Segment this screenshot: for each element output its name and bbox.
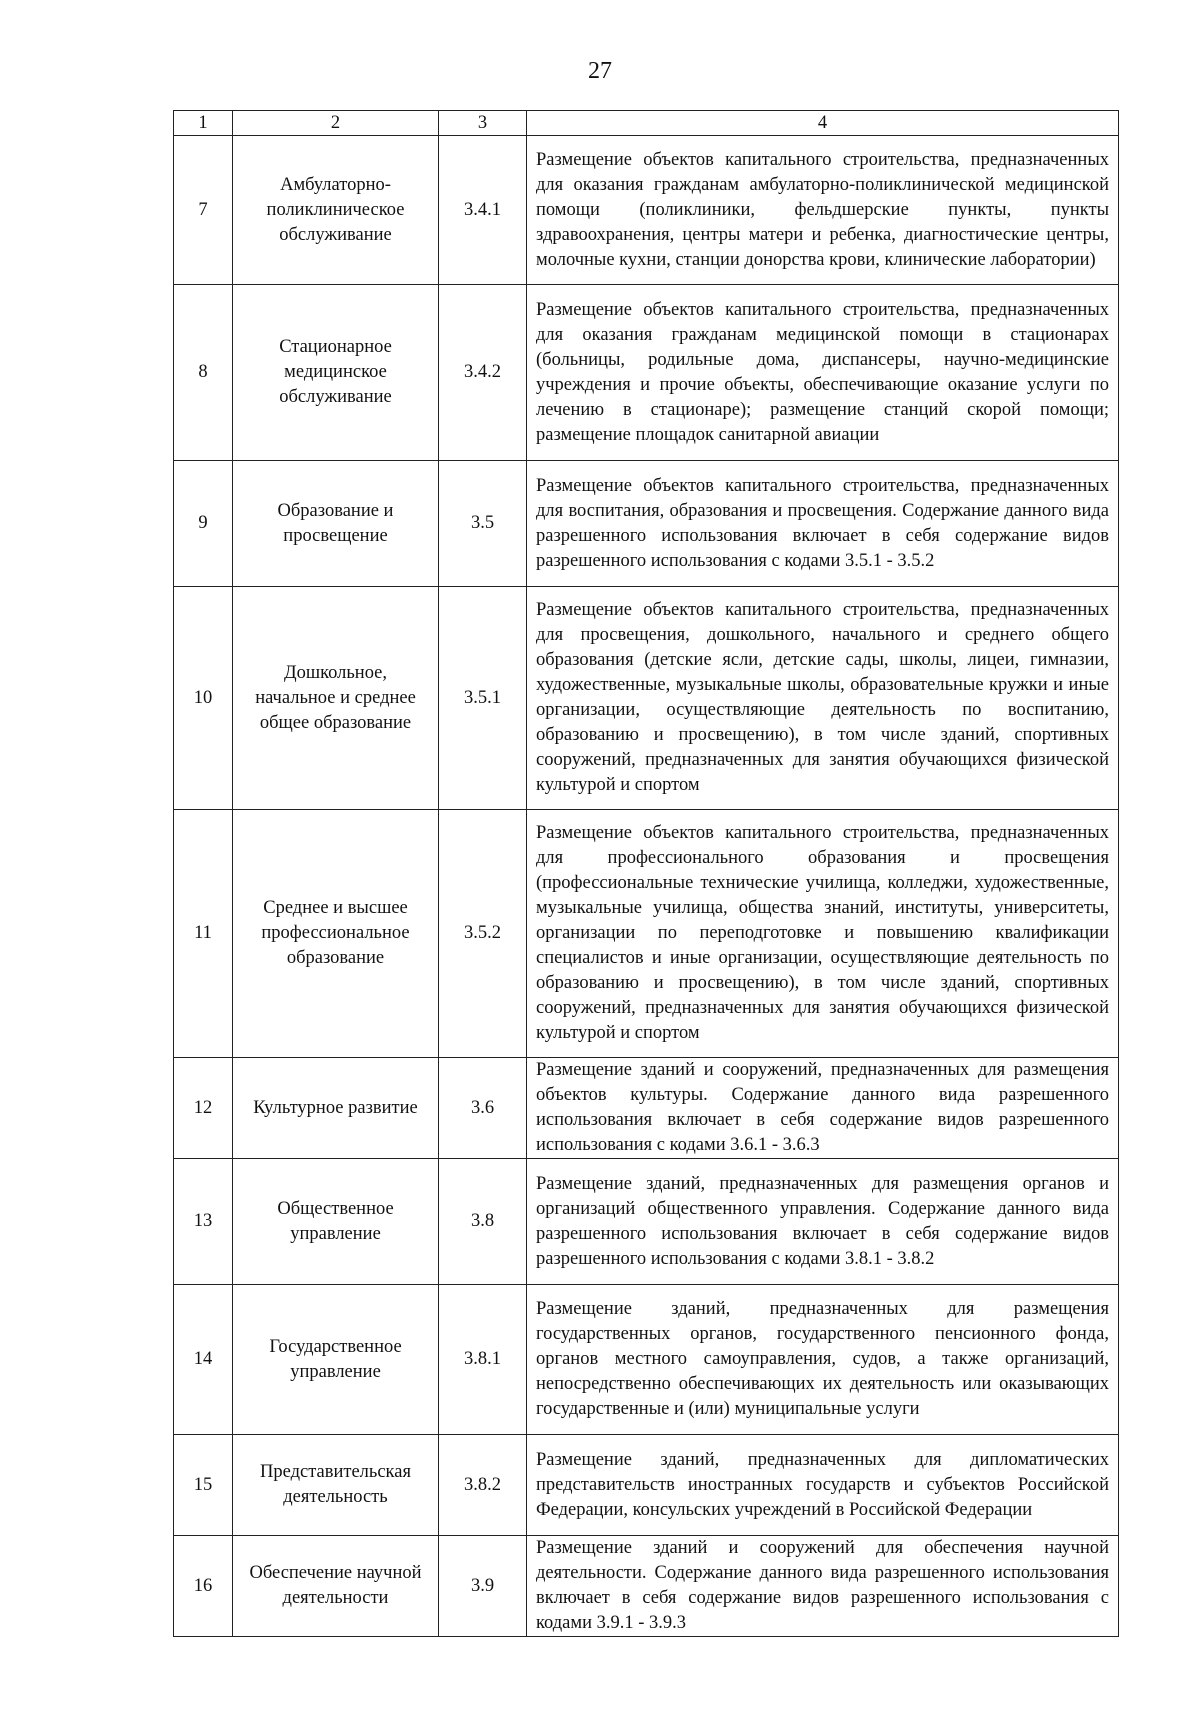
table-row: [174, 136, 1119, 285]
land-use-name: Дошкольное, начальное и среднее общее образование: [233, 587, 439, 810]
header-col-4: 4: [527, 111, 1119, 136]
row-number: 14: [174, 1285, 233, 1435]
table-row: [174, 587, 1119, 810]
table-row: [174, 1285, 1119, 1435]
row-number: 11: [174, 810, 233, 1058]
table-row: [174, 810, 1119, 1058]
row-number: 7: [174, 136, 233, 285]
page-number: 27: [588, 58, 612, 84]
land-use-name: Культурное развитие: [233, 1058, 439, 1159]
land-use-code: 3.8.1: [439, 1285, 527, 1435]
land-use-code: 3.9: [439, 1536, 527, 1637]
land-use-name: Обеспечение научной деятельности: [233, 1536, 439, 1637]
table-row: [174, 1536, 1119, 1637]
land-use-name: Амбулаторно-поликлиническое обслуживание: [233, 136, 439, 285]
row-number: 16: [174, 1536, 233, 1637]
land-use-name: Представительская деятельность: [233, 1435, 439, 1536]
row-number: 13: [174, 1159, 233, 1285]
header-col-3: 3: [439, 111, 527, 136]
table-header: [174, 111, 1119, 136]
land-use-code: 3.5.2: [439, 810, 527, 1058]
land-use-name: Государственное управление: [233, 1285, 439, 1435]
land-use-table: [173, 110, 1119, 1637]
land-use-description: Размещение объектов капитального строительства, предназначенных для просвещения, дошкольного, начального и среднего общего образования (детские ясли, детские сады, школы, лицеи, гимназии, художественные, музыкальные школы, образовательные кружки и иные организации, осуществляющие деятельность по воспитанию, образованию и просвещению), в том числе зданий, спортивных сооружений, предназначенных для занятия обучающихся физической культурой и спортом: [527, 587, 1119, 810]
land-use-name: Общественное управление: [233, 1159, 439, 1285]
table-row: [174, 461, 1119, 587]
land-use-description: Размещение зданий и сооружений для обеспечения научной деятельности. Содержание данного вида разрешенного использования включает в себя содержание видов разрешенного использования с кодами 3.9.1 - 3.9.3: [527, 1536, 1119, 1637]
land-use-code: 3.8.2: [439, 1435, 527, 1536]
table-row: [174, 285, 1119, 461]
row-number: 15: [174, 1435, 233, 1536]
land-use-name: Стационарное медицинское обслуживание: [233, 285, 439, 461]
land-use-description: Размещение объектов капитального строительства, предназначенных для оказания гражданам медицинской помощи в стационарах (больницы, родильные дома, диспансеры, научно-медицинские учреждения и прочие объекты, обеспечивающие оказание услуги по лечению в стационаре); размещение станций скорой помощи; размещение площадок санитарной авиации: [527, 285, 1119, 461]
land-use-code: 3.5: [439, 461, 527, 587]
land-use-code: 3.8: [439, 1159, 527, 1285]
row-number: 9: [174, 461, 233, 587]
land-use-description: Размещение зданий и сооружений, предназначенных для размещения объектов культуры. Содержание данного вида разрешенного использования включает в себя содержание видов разрешенного использования с кодами 3.6.1 - 3.6.3: [527, 1058, 1119, 1159]
land-use-description: Размещение зданий, предназначенных для размещения государственных органов, государственного пенсионного фонда, органов местного самоуправления, судов, а также организаций, непосредственно обеспечивающих их деятельность или оказывающих государственные и (или) муниципальные услуги: [527, 1285, 1119, 1435]
land-use-description: Размещение объектов капитального строительства, предназначенных для оказания гражданам амбулаторно-поликлинической медицинской помощи (поликлиники, фельдшерские пункты, пункты здравоохранения, центры матери и ребенка, диагностические центры, молочные кухни, станции донорства крови, клинические лаборатории): [527, 136, 1119, 285]
land-use-description: Размещение зданий, предназначенных для размещения органов и организаций общественного управления. Содержание данного вида разрешенного использования включает в себя содержание видов разрешенного использования с кодами 3.8.1 - 3.8.2: [527, 1159, 1119, 1285]
land-use-description: Размещение объектов капитального строительства, предназначенных для профессионального образования и просвещения (профессиональные технические училища, колледжи, художественные, музыкальные училища, общества знаний, институты, университеты, организации по переподготовке и повышению квалификации специалистов и иные организации, осуществляющие деятельность по образованию и просвещению), в том числе зданий, спортивных сооружений, предназначенных для занятия обучающихся физической культурой и спортом: [527, 810, 1119, 1058]
table-row: [174, 1159, 1119, 1285]
land-use-code: 3.6: [439, 1058, 527, 1159]
land-use-name: Среднее и высшее профессиональное образование: [233, 810, 439, 1058]
table-body: [174, 136, 1119, 1637]
header-col-2: 2: [233, 111, 439, 136]
header-col-1: 1: [174, 111, 233, 136]
land-use-name: Образование и просвещение: [233, 461, 439, 587]
table-row: [174, 1058, 1119, 1159]
land-use-code: 3.4.2: [439, 285, 527, 461]
land-use-code: 3.4.1: [439, 136, 527, 285]
row-number: 12: [174, 1058, 233, 1159]
land-use-description: Размещение объектов капитального строительства, предназначенных для воспитания, образования и просвещения. Содержание данного вида разрешенного использования включает в себя содержание видов разрешенного использования с кодами 3.5.1 - 3.5.2: [527, 461, 1119, 587]
land-use-code: 3.5.1: [439, 587, 527, 810]
table-row: [174, 1435, 1119, 1536]
header-row: [174, 111, 1119, 136]
land-use-description: Размещение зданий, предназначенных для дипломатических представительств иностранных государств и субъектов Российской Федерации, консульских учреждений в Российской Федерации: [527, 1435, 1119, 1536]
row-number: 8: [174, 285, 233, 461]
row-number: 10: [174, 587, 233, 810]
